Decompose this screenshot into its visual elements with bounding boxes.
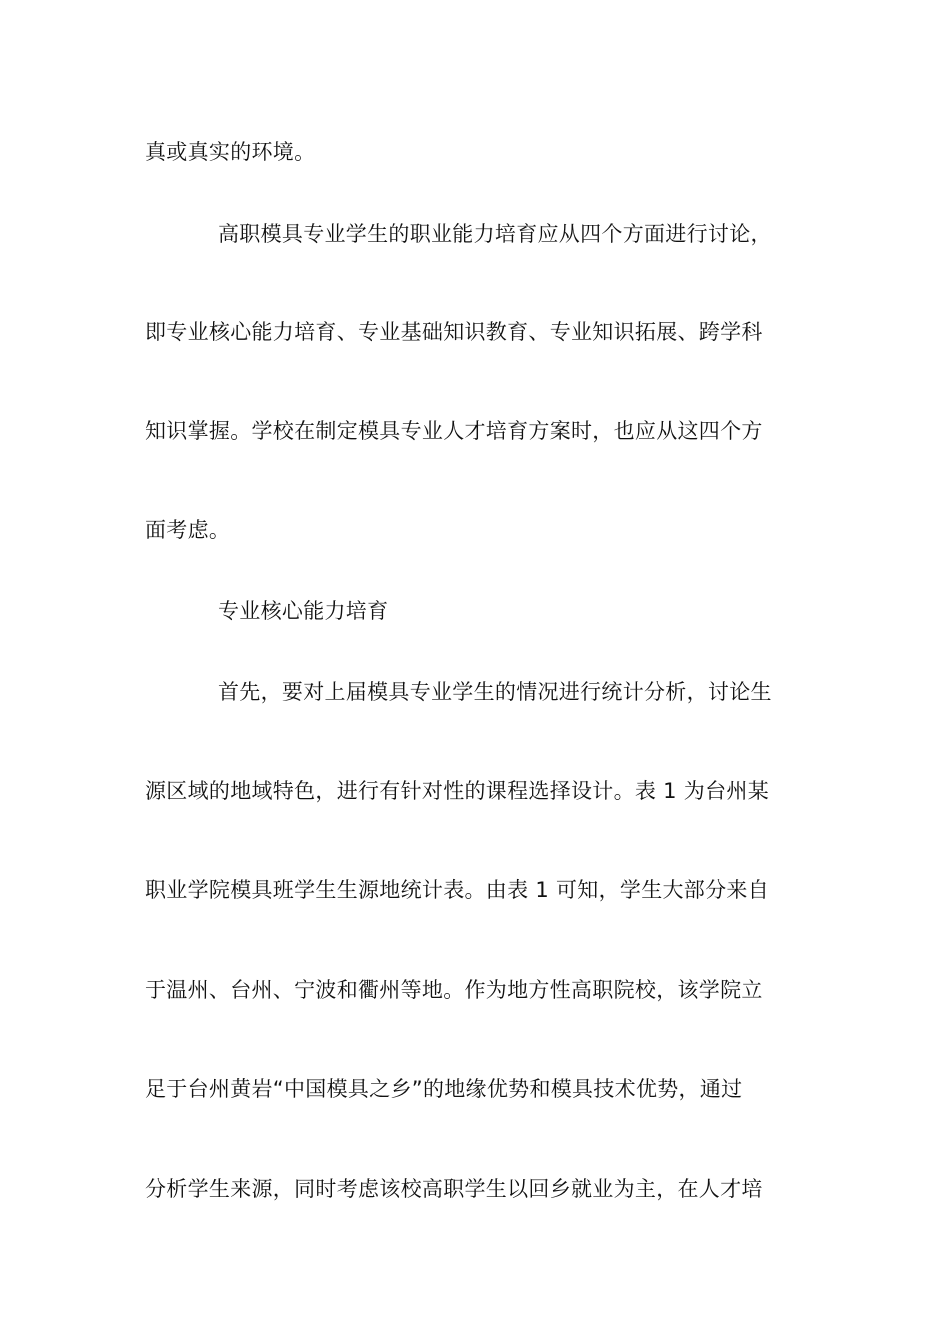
- paragraph-1-line-1: 高职模具专业学生的职业能力培育应从四个方面进行讨论，: [218, 222, 772, 246]
- paragraph-2-line-6: 分析学生来源，同时考虑该校高职学生以回乡就业为主，在人才培: [145, 1177, 763, 1201]
- paragraph-2-line-3: 职业学院模具班学生生源地统计表。由表 1 可知，学生大部分来自: [145, 878, 770, 902]
- paragraph-2-line-1: 首先，要对上届模具专业学生的情况进行统计分析，讨论生: [218, 680, 772, 704]
- text-line-1: 真或真实的环境。: [145, 140, 316, 164]
- paragraph-2-line-4: 于温州、台州、宁波和衢州等地。作为地方性高职院校，该学院立: [145, 978, 763, 1002]
- paragraph-1-line-2: 即专业核心能力培育、专业基础知识教育、专业知识拓展、跨学科: [145, 320, 763, 344]
- paragraph-2-line-5: 足于台州黄岩“中国模具之乡”的地缘优势和模具技术优势，通过: [145, 1077, 743, 1101]
- paragraph-1-line-4: 面考虑。: [145, 518, 231, 542]
- paragraph-1-line-3: 知识掌握。学校在制定模具专业人才培育方案时，也应从这四个方: [145, 419, 763, 443]
- section-heading: 专业核心能力培育: [218, 599, 389, 623]
- paragraph-2-line-2: 源区域的地域特色，进行有针对性的课程选择设计。表 1 为台州某: [145, 779, 770, 803]
